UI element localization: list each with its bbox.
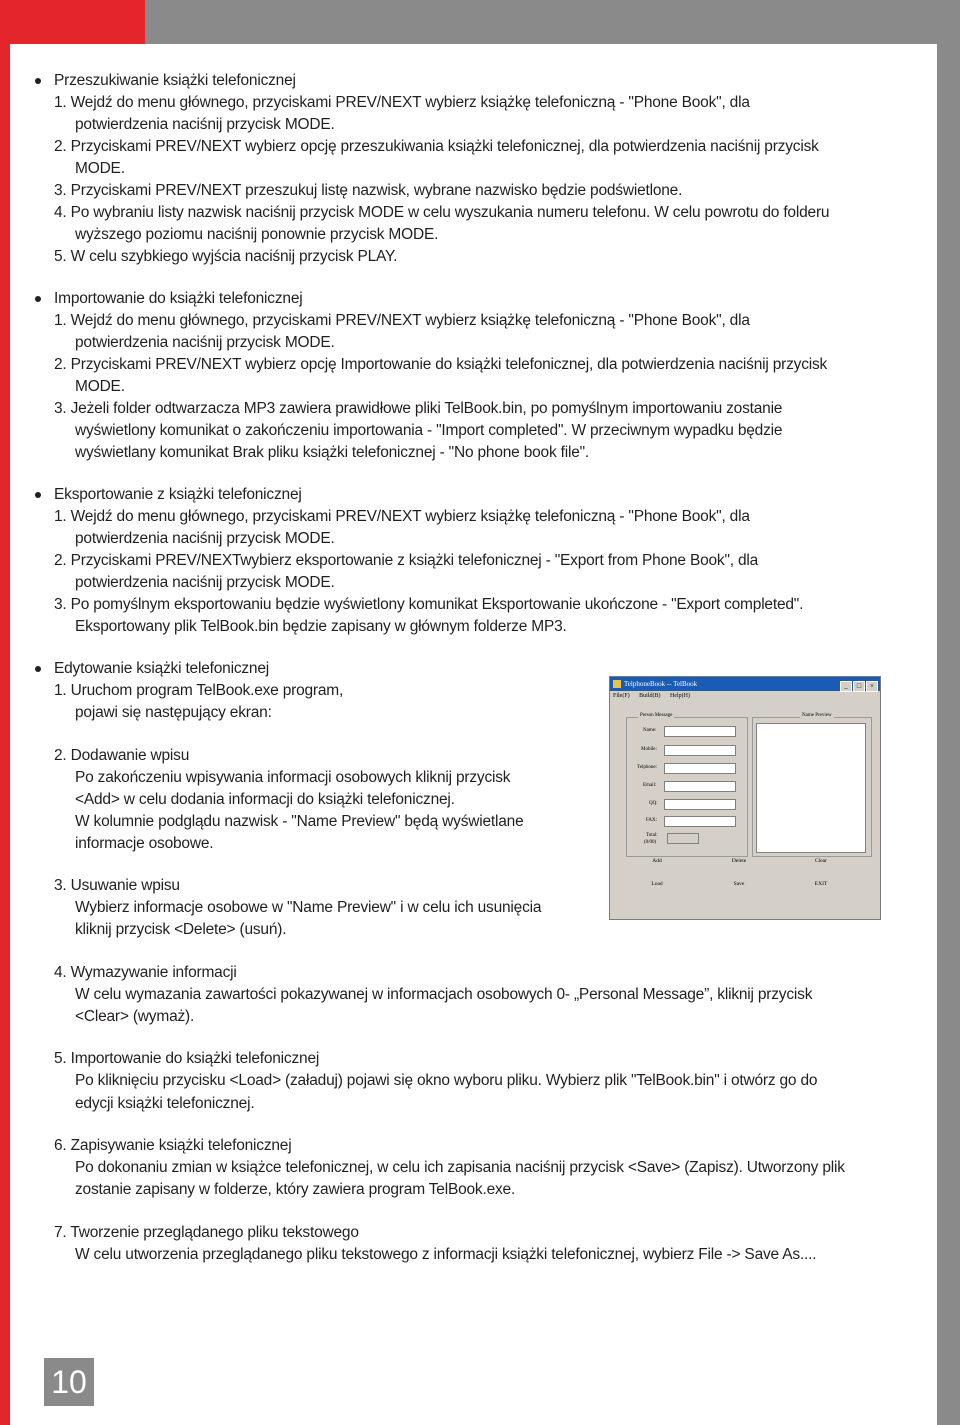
text-line: W celu wymazania zawartości pokazywanej w informacjach osobowych 0- „Personal Message”, kliknij przycisk [75,986,813,1003]
total-value: (0/00) [644,840,657,845]
text-line: wyświetlany komunikat Brak pliku książki telefonicznej - "No phone book file". [75,444,590,461]
header-red-bar [0,0,145,44]
section-title-export: Eksportowanie z książki telefonicznej [54,486,302,503]
text-line: potwierdzenia naciśnij przycisk MODE. [75,334,335,351]
text-line: 4. Po wybraniu listy nazwisk naciśnij przycisk MODE w celu wyszukania numeru telefonu. W celu powrotu do folderu [54,204,830,221]
personal-message-label: Person Message [640,713,673,718]
left-red-strip [0,44,10,1425]
clear-button: Clear [815,858,827,864]
text-line: 1. Uruchom program TelBook.exe program, [54,682,344,699]
text-line: <Add> w celu dodania informacji do książki telefonicznej. [75,791,455,808]
page-number: 10 [44,1358,94,1406]
add-button: Add [652,858,662,864]
total-field [667,833,699,844]
delete-button: Delete [731,858,747,864]
text-line: 2. Przyciskami PREV/NEXTwybierz eksportowanie z książki telefonicznej - "Export from Phone Book", dla [54,552,759,569]
name-field [664,726,736,737]
field-label: FAX: [646,818,658,823]
text-line: pojawi się następujący ekran: [75,704,272,721]
text-line: Po dokonaniu zmian w książce telefonicznej, w celu ich zapisania naciśnij przycisk <Save> (Zapisz). Utworzony plik [75,1159,845,1176]
menu-build: Build(B) [639,693,661,699]
text-line: Po kliknięciu przycisku <Load> (załaduj) pojawi się okno wyboru pliku. Wybierz plik "TelBook.bin" i otwórz go do [75,1072,818,1089]
field-label: Email: [643,783,657,788]
menu-file: File(F) [613,693,630,699]
section-title-edit: Edytowanie książki telefonicznej [54,660,270,677]
text-line: 3. Przyciskami PREV/NEXT przeszukuj listę nazwisk, wybrane nazwisko będzie podświetlone. [54,182,683,199]
bullet-icon [35,296,41,302]
text-line: 1. Wejdź do menu głównego, przyciskami PREV/NEXT wybierz książkę telefoniczną - "Phone Book", dla [54,508,750,525]
text-line: <Clear> (wymaż). [75,1008,195,1025]
email-field [664,781,736,792]
menu-help: Help(H) [670,693,691,699]
text-line: MODE. [75,160,125,177]
maximize-icon: □ [853,681,865,692]
window-titlebar [610,677,880,691]
text-line: Po zakończeniu wpisywania informacji osobowych kliknij przycisk [75,769,511,786]
text-line: zostanie zapisany w folderze, który zawiera program TelBook.exe. [75,1181,516,1198]
text-line: 4. Wymazywanie informacji [54,964,237,981]
text-line: potwierdzenia naciśnij przycisk MODE. [75,116,335,133]
qq-field [664,799,736,810]
field-label: Name: [643,728,657,733]
text-line: 2. Przyciskami PREV/NEXT wybierz opcję Importowanie do książki telefonicznej, dla potwierdzenia naciśnij przycisk [54,356,828,373]
telbook-window-screenshot [609,676,881,920]
fax-field [664,816,736,827]
text-line: MODE. [75,378,125,395]
field-label: Mobile: [641,747,657,752]
text-line: 1. Wejdź do menu głównego, przyciskami PREV/NEXT wybierz książkę telefoniczną - "Phone Book", dla [54,94,750,111]
text-line: wyższego poziomu naciśnij ponownie przycisk MODE. [75,226,439,243]
field-label: QQ: [649,801,658,806]
text-line: edycji książki telefonicznej. [75,1095,255,1112]
text-line: kliknij przycisk <Delete> (usuń). [75,921,287,938]
bullet-icon [35,492,41,498]
save-button: Save [733,881,745,887]
text-line: 5. W celu szybkiego wyjścia naciśnij przycisk PLAY. [54,248,398,265]
text-line: W celu utworzenia przeglądanego pliku tekstowego z informacji książki telefonicznej, wybierz File -> Save As.... [75,1246,817,1263]
text-line: wyświetlony komunikat o zakończeniu importowania - "Import completed". W przeciwnym wypadku będzie [75,422,783,439]
exit-button: EXIT [814,881,828,887]
name-preview-label: Name Preview [802,713,832,718]
app-icon [613,680,621,688]
field-label: Telphone: [637,765,657,770]
bullet-icon [35,666,41,672]
text-line: 2. Dodawanie wpisu [54,747,190,764]
text-line: 1. Wejdź do menu głównego, przyciskami PREV/NEXT wybierz książkę telefoniczną - "Phone Book", dla [54,312,750,329]
text-line: informacje osobowe. [75,835,214,852]
text-line: Eksportowany plik TelBook.bin będzie zapisany w głównym folderze MP3. [75,618,567,635]
text-line: 2. Przyciskami PREV/NEXT wybierz opcję przeszukiwania książki telefonicznej, dla potwierdzenia naciśnij przycisk [54,138,819,155]
section-title-search: Przeszukiwanie książki telefonicznej [54,72,296,89]
text-line: 3. Jeżeli folder odtwarzacza MP3 zawiera prawidłowe pliki TelBook.bin, po pomyślnym importowaniu zostanie [54,400,783,417]
text-line: 3. Usuwanie wpisu [54,877,180,894]
text-line: potwierdzenia naciśnij przycisk MODE. [75,530,335,547]
minimize-icon: _ [840,681,852,692]
bullet-icon [35,78,41,84]
load-button: Load [651,881,663,887]
text-line: Wybierz informacje osobowe w "Name Preview" i w celu ich usunięcia [75,899,542,916]
telphone-field [664,763,736,774]
text-line: W kolumnie podglądu nazwisk - "Name Preview" będą wyświetlane [75,813,524,830]
text-line: potwierdzenia naciśnij przycisk MODE. [75,574,335,591]
text-line: 7. Tworzenie przeglądanego pliku tekstowego [54,1224,359,1241]
field-label: Total: [646,833,658,838]
window-title: TelphoneBook -- TelBook [624,680,698,688]
close-icon: × [866,681,878,692]
name-preview-list [756,723,866,853]
section-title-import: Importowanie do książki telefonicznej [54,290,303,307]
text-line: 5. Importowanie do książki telefonicznej [54,1050,320,1067]
text-line: 3. Po pomyślnym eksportowaniu będzie wyświetlony komunikat Eksportowanie ukończone - "Export completed". [54,596,804,613]
mobile-field [664,745,736,756]
text-line: 6. Zapisywanie książki telefonicznej [54,1137,292,1154]
